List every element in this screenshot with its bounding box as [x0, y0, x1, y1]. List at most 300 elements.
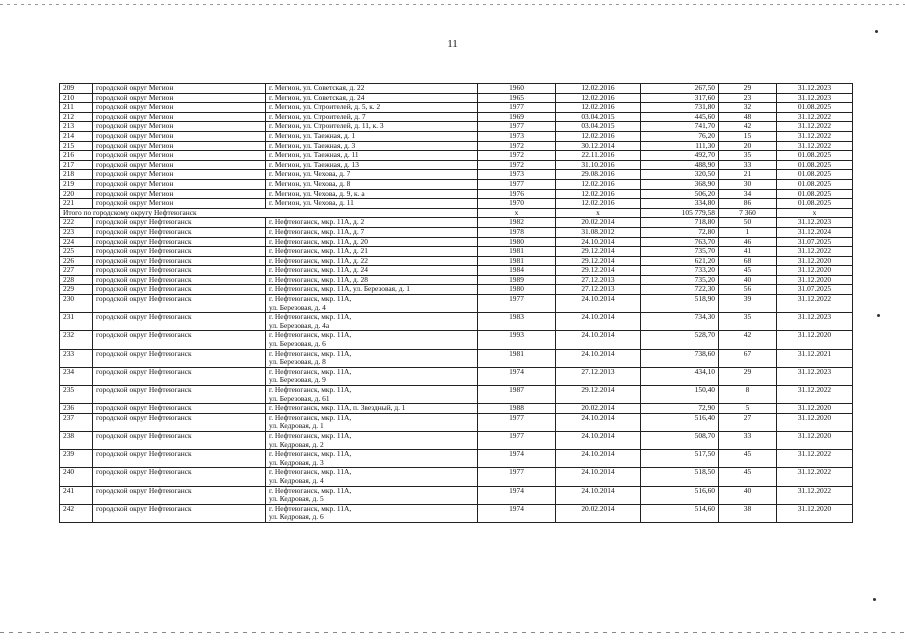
- table-cell: г. Мегион, ул. Таежная, д. 13: [266, 160, 478, 170]
- table-cell: 1972: [478, 141, 556, 151]
- table-cell: городской округ Нефтеюганск: [93, 504, 266, 522]
- table-cell: 01.08.2025: [777, 103, 853, 113]
- table-cell: г. Мегион, ул. Чехова, д. 7: [266, 170, 478, 180]
- table-cell: г. Нефтеюганск, мкр. 11А, д. 21: [266, 247, 478, 257]
- table-cell: 211: [60, 103, 93, 113]
- table-cell: 68: [719, 256, 777, 266]
- table-cell: г. Нефтеюганск, мкр. 11А, д. 7: [266, 227, 478, 237]
- table-cell: городской округ Нефтеюганск: [93, 266, 266, 276]
- address-line-1: г. Нефтеюганск, мкр. 11А,: [269, 486, 352, 495]
- table-cell: 240: [60, 468, 93, 486]
- table-cell: 1983: [478, 313, 556, 331]
- table-cell: 29.12.2014: [556, 266, 641, 276]
- table-cell: x: [478, 208, 556, 218]
- table-cell: 621,20: [641, 256, 719, 266]
- address-line-2: ул. Березовая, д. 9: [269, 375, 326, 385]
- table-cell: 01.08.2025: [777, 170, 853, 180]
- table-cell: 27.12.2013: [556, 275, 641, 285]
- table-cell: 215: [60, 141, 93, 151]
- table-cell: 45: [719, 450, 777, 468]
- address-line-2: ул. Березовая, д. 4а: [269, 320, 330, 330]
- table-cell: 29: [719, 367, 777, 385]
- table-cell: городской округ Мегион: [93, 160, 266, 170]
- table-cell: 517,50: [641, 450, 719, 468]
- table-cell: 24.10.2014: [556, 295, 641, 313]
- table-cell: 1972: [478, 160, 556, 170]
- table-cell: 1989: [478, 275, 556, 285]
- table-cell: городской округ Нефтеюганск: [93, 247, 266, 257]
- table-cell: 237: [60, 413, 93, 431]
- address-cell: [266, 504, 478, 522]
- scan-speck: [873, 598, 876, 601]
- table-cell: 24.10.2014: [556, 349, 641, 367]
- table-cell: 1977: [478, 431, 556, 449]
- table-row: [60, 160, 853, 170]
- table-row: [60, 275, 853, 285]
- table-cell: 41: [719, 247, 777, 257]
- table-cell: 12.02.2016: [556, 179, 641, 189]
- table-cell: 12.02.2016: [556, 189, 641, 199]
- table-cell: 21: [719, 170, 777, 180]
- table-cell: 508,70: [641, 431, 719, 449]
- table-cell: 213: [60, 122, 93, 132]
- table-cell: 31.12.2022: [777, 486, 853, 504]
- address-cell: [266, 295, 478, 313]
- table-cell: 733,20: [641, 266, 719, 276]
- table-cell: 35: [719, 151, 777, 161]
- table-cell: 03.04.2015: [556, 122, 641, 132]
- table-cell: 514,60: [641, 504, 719, 522]
- table-row: [60, 504, 853, 522]
- table-cell: x: [556, 208, 641, 218]
- table-cell: городской округ Нефтеюганск: [93, 313, 266, 331]
- table-cell: г. Нефтеюганск, мкр. 11А, д. 24: [266, 266, 478, 276]
- table-cell: 1977: [478, 179, 556, 189]
- table-cell: 12.02.2016: [556, 93, 641, 103]
- table-cell: 111,30: [641, 141, 719, 151]
- table-cell: 40: [719, 486, 777, 504]
- table-cell: 27: [719, 413, 777, 431]
- table-cell: 228: [60, 275, 93, 285]
- table-cell: 734,30: [641, 313, 719, 331]
- table-cell: 31.12.2021: [777, 349, 853, 367]
- table-row: [60, 170, 853, 180]
- table-cell: 1977: [478, 413, 556, 431]
- table-cell: 210: [60, 93, 93, 103]
- table-cell: городской округ Нефтеюганск: [93, 237, 266, 247]
- table-cell: 718,80: [641, 218, 719, 228]
- table-cell: 12.02.2016: [556, 199, 641, 209]
- address-line-1: г. Нефтеюганск, мкр. 11А,: [269, 385, 352, 394]
- address-line-2: ул. Кедровая, д. 1: [269, 421, 324, 431]
- address-line-2: ул. Березовая, д. 6: [269, 339, 326, 349]
- table-cell: 1972: [478, 151, 556, 161]
- table-cell: 1974: [478, 367, 556, 385]
- table-row: [60, 295, 853, 313]
- table-cell: городской округ Мегион: [93, 199, 266, 209]
- table-cell: 30.12.2014: [556, 141, 641, 151]
- table-cell: 12.02.2016: [556, 84, 641, 94]
- table-cell: 31.12.2023: [777, 218, 853, 228]
- table-cell: 39: [719, 295, 777, 313]
- table-cell: городской округ Нефтеюганск: [93, 331, 266, 349]
- table-cell: 20.02.2014: [556, 218, 641, 228]
- table-row: [60, 237, 853, 247]
- address-line-1: г. Нефтеюганск, мкр. 11А,: [269, 504, 352, 513]
- table-cell: 1: [719, 227, 777, 237]
- table-cell: городской округ Нефтеюганск: [93, 468, 266, 486]
- table-cell: 31.12.2020: [777, 256, 853, 266]
- table-cell: 01.08.2025: [777, 199, 853, 209]
- table-cell: городской округ Мегион: [93, 179, 266, 189]
- table-cell: городской округ Мегион: [93, 131, 266, 141]
- table-cell: городской округ Нефтеюганск: [93, 404, 266, 414]
- table-cell: 1981: [478, 256, 556, 266]
- scan-speck: [877, 314, 880, 317]
- address-line-2: ул. Кедровая, д. 5: [269, 494, 324, 504]
- table-cell: 506,20: [641, 189, 719, 199]
- table-cell: 219: [60, 179, 93, 189]
- table-row: [60, 151, 853, 161]
- table-cell: 31.12.2020: [777, 413, 853, 431]
- table-cell: 50: [719, 218, 777, 228]
- table-cell: городской округ Мегион: [93, 103, 266, 113]
- table-cell: 31.08.2012: [556, 227, 641, 237]
- table-cell: 1987: [478, 386, 556, 404]
- table-cell: 763,70: [641, 237, 719, 247]
- table-cell: 29.12.2014: [556, 256, 641, 266]
- table-cell: 214: [60, 131, 93, 141]
- table-cell: городской округ Нефтеюганск: [93, 275, 266, 285]
- table-cell: г. Мегион, ул. Чехова, д. 9, к. а: [266, 189, 478, 199]
- page-number: 11: [447, 38, 458, 50]
- table-cell: 23: [719, 93, 777, 103]
- table-cell: 1977: [478, 295, 556, 313]
- table-cell: 105 779,58: [641, 208, 719, 218]
- table-cell: 267,50: [641, 84, 719, 94]
- address-cell: [266, 486, 478, 504]
- table-cell: 1988: [478, 404, 556, 414]
- table-cell: 31.12.2024: [777, 227, 853, 237]
- table-cell: городской округ Мегион: [93, 141, 266, 151]
- table-cell: 317,60: [641, 93, 719, 103]
- table-cell: городской округ Нефтеюганск: [93, 349, 266, 367]
- address-line-1: г. Нефтеюганск, мкр. 11А,: [269, 330, 352, 340]
- table-cell: 1982: [478, 218, 556, 228]
- table-cell: 1981: [478, 247, 556, 257]
- table-row: [60, 84, 853, 94]
- table-cell: 1977: [478, 122, 556, 132]
- table-cell: 33: [719, 160, 777, 170]
- table-cell: 31.07.2025: [777, 237, 853, 247]
- table-cell: 320,50: [641, 170, 719, 180]
- table-row: [60, 404, 853, 414]
- table-cell: 31.12.2022: [777, 295, 853, 313]
- table-cell: 29: [719, 84, 777, 94]
- table-cell: городской округ Мегион: [93, 122, 266, 132]
- table-cell: Итого по городскому округу Нефтеюганск: [60, 208, 478, 218]
- table-cell: городской округ Мегион: [93, 189, 266, 199]
- scan-speck: [875, 30, 878, 33]
- table-row: [60, 386, 853, 404]
- address-line-2: ул. Кедровая, д. 3: [269, 457, 324, 467]
- table-cell: 218: [60, 170, 93, 180]
- table-cell: городской округ Нефтеюганск: [93, 285, 266, 295]
- table-cell: 1970: [478, 199, 556, 209]
- table-cell: 1984: [478, 266, 556, 276]
- table-cell: 24.10.2014: [556, 468, 641, 486]
- table-cell: городской округ Нефтеюганск: [93, 431, 266, 449]
- table-cell: 1969: [478, 112, 556, 122]
- address-cell: [266, 450, 478, 468]
- table-cell: 1973: [478, 170, 556, 180]
- table-cell: 31.07.2025: [777, 285, 853, 295]
- table-row: [60, 256, 853, 266]
- table-cell: городской округ Мегион: [93, 93, 266, 103]
- table-cell: 1960: [478, 84, 556, 94]
- table-cell: 27.12.2013: [556, 285, 641, 295]
- table-cell: 233: [60, 349, 93, 367]
- table-cell: 45: [719, 468, 777, 486]
- table-cell: 24.10.2014: [556, 331, 641, 349]
- table-cell: 217: [60, 160, 93, 170]
- table-cell: 516,40: [641, 413, 719, 431]
- table-cell: 31.12.2022: [777, 468, 853, 486]
- table-cell: 33: [719, 431, 777, 449]
- table-cell: г. Нефтеюганск, мкр. 11А, д. 2: [266, 218, 478, 228]
- table-cell: 24.10.2014: [556, 313, 641, 331]
- table-cell: городской округ Мегион: [93, 170, 266, 180]
- table-cell: 31.10.2016: [556, 160, 641, 170]
- table-row: [60, 367, 853, 385]
- address-line-2: ул. Кедровая, д. 4: [269, 475, 324, 485]
- table-cell: 735,70: [641, 247, 719, 257]
- table-cell: городской округ Нефтеюганск: [93, 413, 266, 431]
- table-cell: 492,70: [641, 151, 719, 161]
- address-cell: [266, 386, 478, 404]
- address-line-1: г. Нефтеюганск, мкр. 11А,: [269, 431, 352, 440]
- table-cell: 31.12.2023: [777, 84, 853, 94]
- table-row: [60, 285, 853, 295]
- table-cell: 234: [60, 367, 93, 385]
- table-cell: городской округ Нефтеюганск: [93, 450, 266, 468]
- table-cell: 29.12.2014: [556, 386, 641, 404]
- table-cell: городской округ Нефтеюганск: [93, 486, 266, 504]
- table-cell: 1965: [478, 93, 556, 103]
- table-cell: 24.10.2014: [556, 413, 641, 431]
- table-row: [60, 468, 853, 486]
- subtotal-row: [60, 208, 853, 218]
- table-cell: городской округ Мегион: [93, 151, 266, 161]
- table-cell: 31.12.2020: [777, 504, 853, 522]
- table-cell: г. Мегион, ул. Строителей, д. 5, к. 2: [266, 103, 478, 113]
- table-row: [60, 103, 853, 113]
- scan-edge-top: [0, 4, 905, 5]
- table-cell: 1993: [478, 331, 556, 349]
- table-row: [60, 122, 853, 132]
- table-cell: 731,80: [641, 103, 719, 113]
- table-cell: 45: [719, 266, 777, 276]
- table-cell: 12.02.2016: [556, 103, 641, 113]
- table-cell: 1973: [478, 131, 556, 141]
- table-cell: 8: [719, 386, 777, 404]
- table-cell: 12.02.2016: [556, 131, 641, 141]
- table-cell: 30: [719, 179, 777, 189]
- table-cell: г. Мегион, ул. Таежная, д. 11: [266, 151, 478, 161]
- table-cell: г. Нефтеюганск, мкр. 11А, д. 20: [266, 237, 478, 247]
- table-row: [60, 189, 853, 199]
- table-cell: 223: [60, 227, 93, 237]
- table-cell: 20.02.2014: [556, 504, 641, 522]
- table-cell: 1974: [478, 450, 556, 468]
- address-cell: [266, 413, 478, 431]
- table-cell: 31.12.2020: [777, 331, 853, 349]
- table-cell: 1980: [478, 285, 556, 295]
- table-cell: 20: [719, 141, 777, 151]
- table-row: [60, 413, 853, 431]
- table-row: [60, 450, 853, 468]
- address-line-1: г. Нефтеюганск, мкр. 11А,: [269, 449, 352, 459]
- table-cell: 150,40: [641, 386, 719, 404]
- table-cell: 29.08.2016: [556, 170, 641, 180]
- table-cell: 238: [60, 431, 93, 449]
- table-cell: 1978: [478, 227, 556, 237]
- table-cell: г. Нефтеюганск, мкр. 11А, д. 22: [266, 256, 478, 266]
- table-cell: 40: [719, 275, 777, 285]
- table-cell: 31.12.2022: [777, 386, 853, 404]
- table-cell: 34: [719, 189, 777, 199]
- table-cell: г. Мегион, ул. Чехова, д. 8: [266, 179, 478, 189]
- table-cell: городской округ Нефтеюганск: [93, 256, 266, 266]
- table-cell: 239: [60, 450, 93, 468]
- table-cell: x: [777, 208, 853, 218]
- table-cell: 722,30: [641, 285, 719, 295]
- table-cell: 01.08.2025: [777, 179, 853, 189]
- table-cell: 31.12.2023: [777, 313, 853, 331]
- address-line-2: ул. Кедровая, д. 2: [269, 439, 324, 449]
- housing-register-table: [59, 83, 853, 523]
- table-cell: 236: [60, 404, 93, 414]
- table-row: [60, 266, 853, 276]
- address-line-1: г. Нефтеюганск, мкр. 11А,: [269, 312, 352, 322]
- table-cell: 31.12.2020: [777, 431, 853, 449]
- table-cell: 67: [719, 349, 777, 367]
- table-cell: городской округ Нефтеюганск: [93, 295, 266, 313]
- table-cell: 31.12.2020: [777, 266, 853, 276]
- table-cell: 31.12.2020: [777, 404, 853, 414]
- table-cell: 5: [719, 404, 777, 414]
- table-cell: 48: [719, 112, 777, 122]
- table-cell: 72,90: [641, 404, 719, 414]
- table-cell: 516,60: [641, 486, 719, 504]
- table-cell: 72,80: [641, 227, 719, 237]
- table-row: [60, 112, 853, 122]
- address-line-1: г. Нефтеюганск, мкр. 11А,: [269, 367, 352, 376]
- table-cell: 38: [719, 504, 777, 522]
- address-line-1: г. Нефтеюганск, мкр. 11А,: [269, 467, 352, 477]
- table-cell: 738,60: [641, 349, 719, 367]
- address-line-2: ул. Березовая, д. 61: [269, 393, 330, 403]
- table-cell: 03.04.2015: [556, 112, 641, 122]
- address-line-2: ул. Кедровая, д. 6: [269, 512, 324, 522]
- address-cell: [266, 468, 478, 486]
- table-row: [60, 349, 853, 367]
- table-row: [60, 131, 853, 141]
- table-cell: г. Мегион, ул. Советская, д. 24: [266, 93, 478, 103]
- table-cell: 32: [719, 103, 777, 113]
- table-row: [60, 199, 853, 209]
- table-cell: 24.10.2014: [556, 486, 641, 504]
- table-cell: 1977: [478, 103, 556, 113]
- table-cell: 01.08.2025: [777, 189, 853, 199]
- table-cell: 334,80: [641, 199, 719, 209]
- address-line-1: г. Нефтеюганск, мкр. 11А,: [269, 349, 352, 358]
- table-cell: г. Мегион, ул. Советская, д. 22: [266, 84, 478, 94]
- table-row: [60, 227, 853, 237]
- table-cell: 24.10.2014: [556, 450, 641, 468]
- table-row: [60, 331, 853, 349]
- table-cell: 1974: [478, 504, 556, 522]
- table-cell: 1974: [478, 486, 556, 504]
- table-row: [60, 179, 853, 189]
- table-cell: 232: [60, 331, 93, 349]
- table-cell: городской округ Мегион: [93, 84, 266, 94]
- table-cell: 01.08.2025: [777, 151, 853, 161]
- address-cell: [266, 431, 478, 449]
- table-cell: городской округ Мегион: [93, 112, 266, 122]
- table-cell: 368,90: [641, 179, 719, 189]
- table-cell: 229: [60, 285, 93, 295]
- table-cell: г. Мегион, ул. Чехова, д. 11: [266, 199, 478, 209]
- table-cell: 212: [60, 112, 93, 122]
- table-cell: 76,20: [641, 131, 719, 141]
- table-cell: 1976: [478, 189, 556, 199]
- table-cell: 1981: [478, 349, 556, 367]
- table-cell: 01.08.2025: [777, 160, 853, 170]
- table-cell: 230: [60, 295, 93, 313]
- table-cell: 46: [719, 237, 777, 247]
- table-cell: 242: [60, 504, 93, 522]
- table-body: [60, 84, 853, 523]
- table-cell: городской округ Нефтеюганск: [93, 386, 266, 404]
- address-line-2: ул. Березовая, д. 8: [269, 357, 326, 367]
- table-cell: 7 360: [719, 208, 777, 218]
- table-cell: 27.12.2013: [556, 367, 641, 385]
- table-cell: городской округ Нефтеюганск: [93, 367, 266, 385]
- table-cell: 29.12.2014: [556, 247, 641, 257]
- table-cell: 222: [60, 218, 93, 228]
- table-cell: 209: [60, 84, 93, 94]
- table-cell: 86: [719, 199, 777, 209]
- table-cell: 518,90: [641, 295, 719, 313]
- table-cell: 20.02.2014: [556, 404, 641, 414]
- table-row: [60, 141, 853, 151]
- table-cell: 528,70: [641, 331, 719, 349]
- address-line-1: г. Нефтеюганск, мкр. 11А,: [269, 413, 352, 422]
- table-cell: 31.12.2023: [777, 93, 853, 103]
- table-cell: 226: [60, 256, 93, 266]
- table-cell: 231: [60, 313, 93, 331]
- table-row: [60, 486, 853, 504]
- table-cell: 22.11.2016: [556, 151, 641, 161]
- table-cell: г. Мегион, ул. Таежная, д. 3: [266, 141, 478, 151]
- table-cell: 35: [719, 313, 777, 331]
- table-cell: 227: [60, 266, 93, 276]
- table-cell: 1980: [478, 237, 556, 247]
- table-cell: 741,70: [641, 122, 719, 132]
- table-cell: 434,10: [641, 367, 719, 385]
- scan-edge-bottom: [0, 632, 905, 633]
